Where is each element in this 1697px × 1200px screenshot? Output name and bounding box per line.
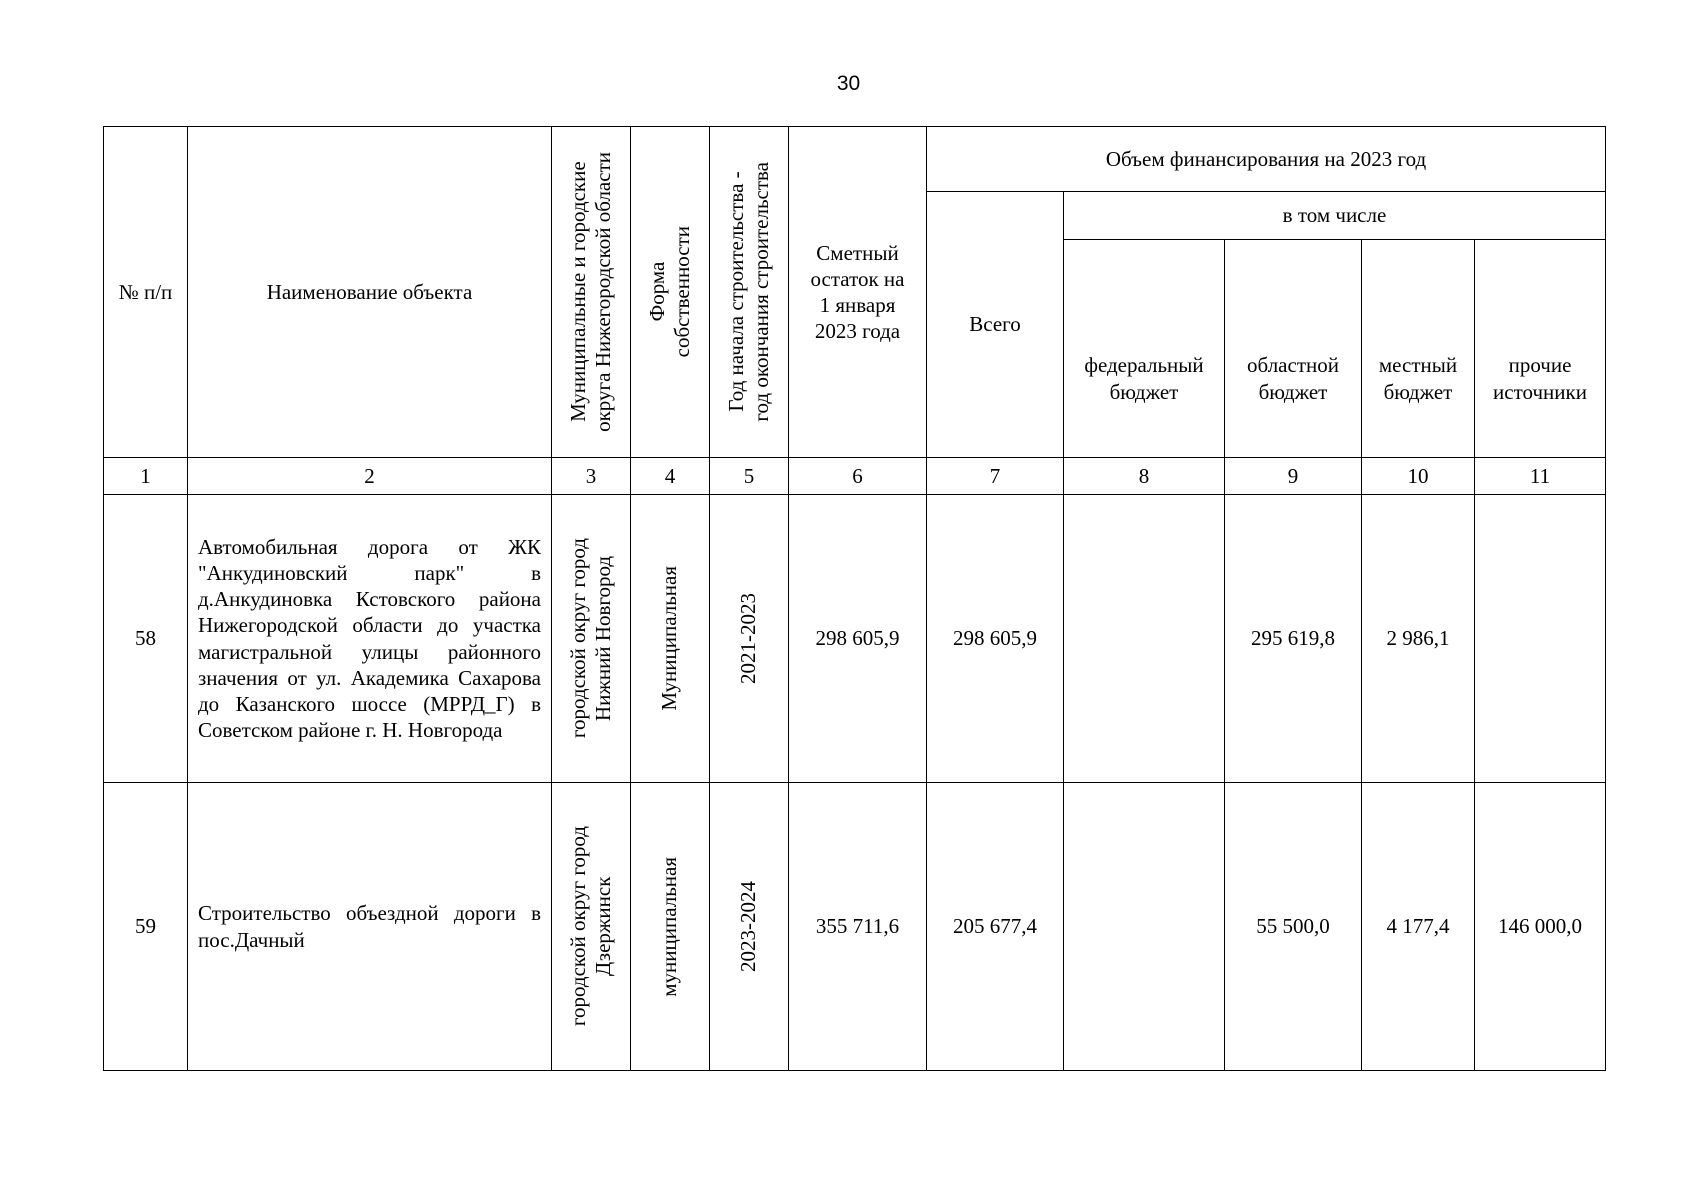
row-num: 58 bbox=[104, 495, 188, 783]
row-other: 146 000,0 bbox=[1475, 783, 1606, 1071]
header-other: прочие источники bbox=[1475, 240, 1606, 458]
row-remainder: 355 711,6 bbox=[789, 783, 927, 1071]
header-remainder: Сметный остаток на 1 января 2023 года bbox=[789, 127, 927, 458]
row-years: 2023-2024 bbox=[710, 783, 789, 1071]
row-ownership: Муниципальная bbox=[631, 495, 710, 783]
row-regional: 295 619,8 bbox=[1225, 495, 1362, 783]
header-name: Наименование объекта bbox=[188, 127, 552, 458]
row-total: 205 677,4 bbox=[927, 783, 1064, 1071]
header-total: Всего bbox=[927, 192, 1064, 458]
header-ownership: Форма собственности bbox=[631, 127, 710, 458]
page-number: 30 bbox=[836, 72, 861, 95]
header-federal: федеральный бюджет bbox=[1064, 240, 1225, 458]
row-regional: 55 500,0 bbox=[1225, 783, 1362, 1071]
row-municipality: городской округ город Дзержинск bbox=[552, 783, 631, 1071]
table-row bbox=[104, 783, 1606, 1071]
row-total: 298 605,9 bbox=[927, 495, 1064, 783]
row-federal bbox=[1064, 783, 1225, 1071]
header-municipality: Муниципальные и городские округа Нижегородской области bbox=[552, 127, 631, 458]
table-row bbox=[104, 495, 1606, 783]
row-years: 2021-2023 bbox=[710, 495, 789, 783]
row-name: Автомобильная дорога от ЖК "Анкудиновский парк" в д.Анкудиновка Кстовского района Нижегородской области до участка магистральной улицы районного значения от ул. Академика Сахарова до Казанского шоссе (МРРД_Г) в Советском районе г. Н. Новгорода bbox=[188, 495, 552, 783]
row-municipality: городской округ город Нижний Новгород bbox=[552, 495, 631, 783]
column-number: 5 bbox=[710, 458, 789, 495]
header-financing-title: Объем финансирования на 2023 год bbox=[927, 127, 1606, 192]
column-number: 3 bbox=[552, 458, 631, 495]
column-number: 8 bbox=[1064, 458, 1225, 495]
row-ownership: муниципальная bbox=[631, 783, 710, 1071]
column-number: 7 bbox=[927, 458, 1064, 495]
header-num: № п/п bbox=[104, 127, 188, 458]
row-federal bbox=[1064, 495, 1225, 783]
column-number: 4 bbox=[631, 458, 710, 495]
row-local: 2 986,1 bbox=[1362, 495, 1475, 783]
row-local: 4 177,4 bbox=[1362, 783, 1475, 1071]
column-number: 11 bbox=[1475, 458, 1606, 495]
column-number: 10 bbox=[1362, 458, 1475, 495]
column-number: 2 bbox=[188, 458, 552, 495]
header-including: в том числе bbox=[1064, 192, 1606, 240]
row-other bbox=[1475, 495, 1606, 783]
column-number: 1 bbox=[104, 458, 188, 495]
header-local: местный бюджет bbox=[1362, 240, 1475, 458]
row-num: 59 bbox=[104, 783, 188, 1071]
row-name: Строительство объездной дороги в пос.Дачный bbox=[188, 783, 552, 1071]
header-regional: областной бюджет bbox=[1225, 240, 1362, 458]
column-number: 6 bbox=[789, 458, 927, 495]
financing-table bbox=[103, 126, 1606, 1071]
row-remainder: 298 605,9 bbox=[789, 495, 927, 783]
header-years: Год начала строительства - год окончания строительства bbox=[710, 127, 789, 458]
column-number: 9 bbox=[1225, 458, 1362, 495]
